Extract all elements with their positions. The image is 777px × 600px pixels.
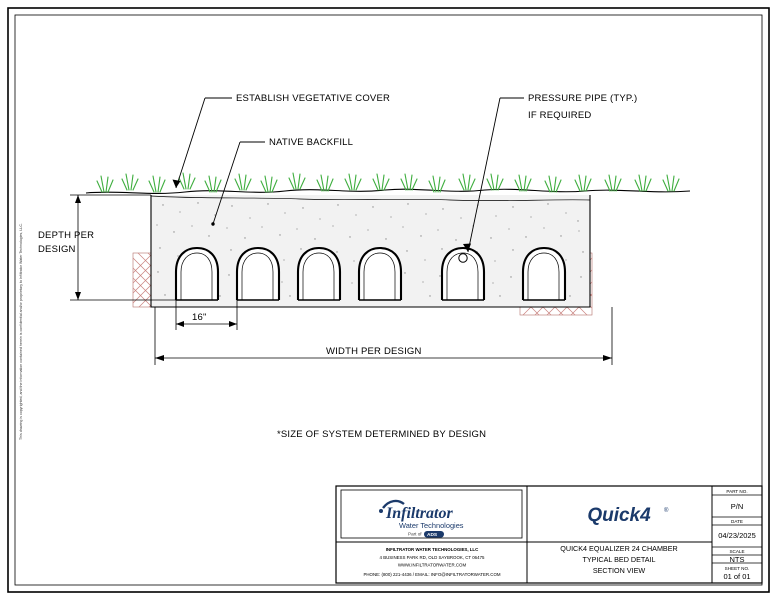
label-depth-line1: DEPTH PER: [38, 230, 95, 241]
brand-name: Infiltrator: [386, 505, 453, 522]
field-value-scale: NTS: [729, 555, 745, 564]
chamber-unit: [359, 248, 401, 300]
field-label-part-no: PART NO.: [726, 489, 748, 494]
field-label-scale: SCALE: [729, 549, 745, 554]
chamber-unit: [237, 248, 279, 300]
brand-part-of: Part of: [408, 531, 422, 537]
product-name: Quick4: [587, 505, 651, 526]
label-native-backfill: NATIVE BACKFILL: [269, 137, 354, 148]
company-address-line: 4 BUSINESS PARK RD, OLD SAYBROOK, CT 06475: [379, 555, 485, 560]
chamber-unit: [298, 248, 340, 300]
field-value-sheet-no: 01 of 01: [723, 572, 751, 581]
chamber-unit: [523, 248, 565, 300]
field-value-part-no: P/N: [730, 502, 744, 511]
field-label-date: DATE: [731, 519, 743, 524]
product-trademark: ®: [664, 508, 669, 514]
brand-parent: ADS: [427, 533, 438, 539]
company-website-line: WWW.INFILTRATORWATER.COM: [397, 562, 467, 568]
chamber-unit: [176, 248, 218, 300]
drawing-description-line2: TYPICAL BED DETAIL: [582, 555, 656, 564]
field-label-sheet-no: SHEET NO.: [724, 566, 750, 571]
drawing-description-line3: SECTION VIEW: [592, 566, 646, 575]
company-name-line: INFILTRATOR WATER TECHNOLOGIES, LLC: [385, 547, 479, 552]
brand-tagline: Water Technologies: [399, 521, 464, 530]
label-footnote: *SIZE OF SYSTEM DETERMINED BY DESIGN: [277, 429, 487, 440]
label-depth-line2: DESIGN: [38, 244, 76, 255]
pressure-pipe-symbol: [459, 254, 467, 262]
field-value-date: 04/23/2025: [718, 531, 756, 540]
sheet-side-note: This drawing is copyrighted, and the information contained herein is confidential and/or proprietary to Infiltrator Water Technologies, LLC.: [19, 223, 23, 440]
drawing-description-line1: QUICK4 EQUALIZER 24 CHAMBER: [560, 544, 678, 553]
label-pressure-pipe-line2: IF REQUIRED: [528, 110, 592, 121]
label-chamber-spacing: 16": [192, 312, 207, 323]
label-pressure-pipe-line1: PRESSURE PIPE (TYP.): [528, 93, 638, 104]
label-width-dimension: WIDTH PER DESIGN: [326, 346, 422, 357]
label-vegetative-cover: ESTABLISH VEGETATIVE COVER: [236, 93, 391, 104]
company-contact-line: PHONE: (800) 221-4436 / EMAIL: INFO@INFILTRATORWATER.COM: [363, 572, 501, 577]
